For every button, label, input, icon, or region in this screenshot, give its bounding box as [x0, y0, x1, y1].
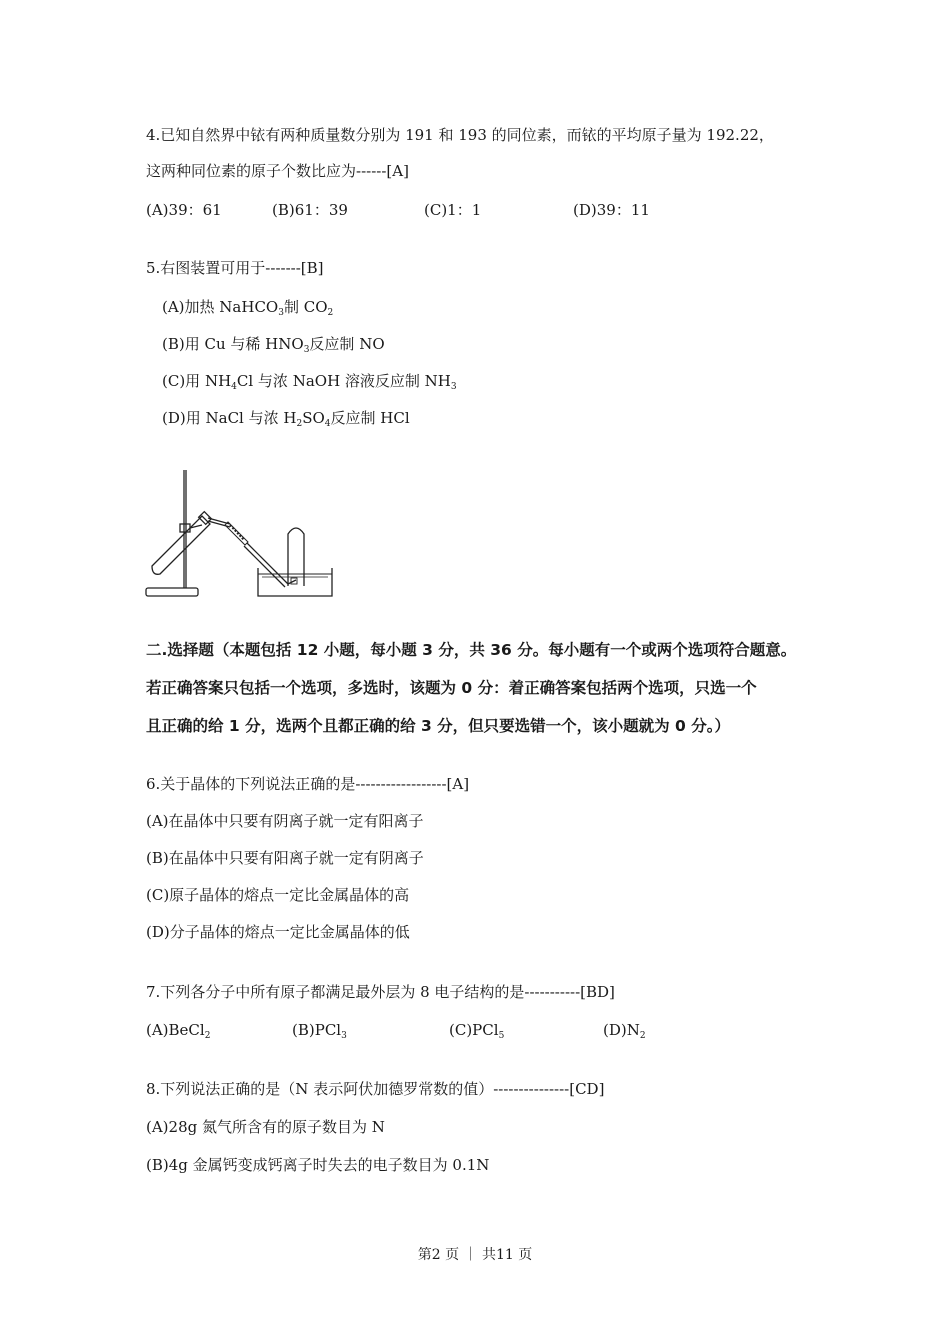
- q5-option-b: (B)用 Cu 与稀 $HNO_3$反应制 NO: [162, 335, 385, 355]
- q7-option-a: (A)BeCl$_2$: [146, 1021, 211, 1041]
- q4-stem-line1: 4.已知自然界中铱有两种质量数分别为 191 和 193 的同位素，而铱的平均原子量为 192.22，: [146, 126, 774, 144]
- q4-option-a: (A)39：61: [146, 201, 222, 219]
- q6-stem: 6.关于晶体的下列说法正确的是------------------[A]: [146, 775, 470, 793]
- stand-base: [146, 588, 198, 596]
- q7-stem: 7.下列各分子中所有原子都满足最外层为 8 电子结构的是-----------[BD]: [146, 983, 615, 1001]
- q6-option-d: (D)分子晶体的熔点一定比金属晶体的低: [146, 923, 410, 941]
- q7-option-b: (B)PCl$_3$: [292, 1021, 347, 1041]
- q7-option-d: $(D)N_2$: [603, 1021, 646, 1041]
- q8-option-b: (B)4g 金属钙变成钙离子时失去的电子数目为 0.1N: [146, 1156, 490, 1174]
- q5-option-c: (C)用 $NH_4Cl$ 与浓 NaOH 溶液反应制 $NH_3$: [162, 372, 457, 392]
- q5-option-d: (D)用 NaCl 与浓 $H_2SO_4$反应制 HCl: [162, 409, 410, 429]
- q4-stem-line2: 这两种同位素的原子个数比应为------[A]: [146, 162, 409, 180]
- q5-stem: 5.右图装置可用于-------[B]: [146, 259, 324, 277]
- section2-instructions-line3: 且正确的给 1 分，选两个且都正确的给 3 分，但只要选错一个，该小题就为 0 分。）: [146, 717, 730, 735]
- clamp: [180, 524, 190, 532]
- q6-option-a: (A)在晶体中只要有阴离子就一定有阳离子: [146, 812, 424, 830]
- water-trough: [258, 568, 332, 596]
- page-footer: 第2 页 ｜ 共11 页: [417, 1247, 533, 1263]
- section2-instructions-line2: 若正确答案只包括一个选项，多选时，该题为 0 分：着正确答案包括两个选项，只选一个: [146, 679, 757, 697]
- section2-instructions-line1: 二.选择题（本题包括 12 小题，每小题 3 分，共 36 分。每小题有一个或两个选项符合题意。: [146, 641, 797, 659]
- q6-option-b: (B)在晶体中只要有阳离子就一定有阴离子: [146, 849, 424, 867]
- q4-option-b: (B)61：39: [272, 201, 348, 219]
- q8-stem: 8.下列说法正确的是（N 表示阿伏加德罗常数的值）---------------[CD]: [146, 1080, 605, 1098]
- q6-option-c: (C)原子晶体的熔点一定比金属晶体的高: [146, 886, 410, 904]
- gas-collection-apparatus-diagram: [140, 462, 340, 602]
- q8-option-a: (A)28g 氮气所含有的原子数目为 N: [146, 1118, 385, 1136]
- q4-option-d: (D)39：11: [573, 201, 650, 219]
- q5-option-a: (A)加热 NaHCO$_3$制 $CO_2$: [162, 298, 334, 318]
- q7-option-c: (C)PCl$_5$: [449, 1021, 505, 1041]
- q4-option-c: (C)1：1: [424, 201, 482, 219]
